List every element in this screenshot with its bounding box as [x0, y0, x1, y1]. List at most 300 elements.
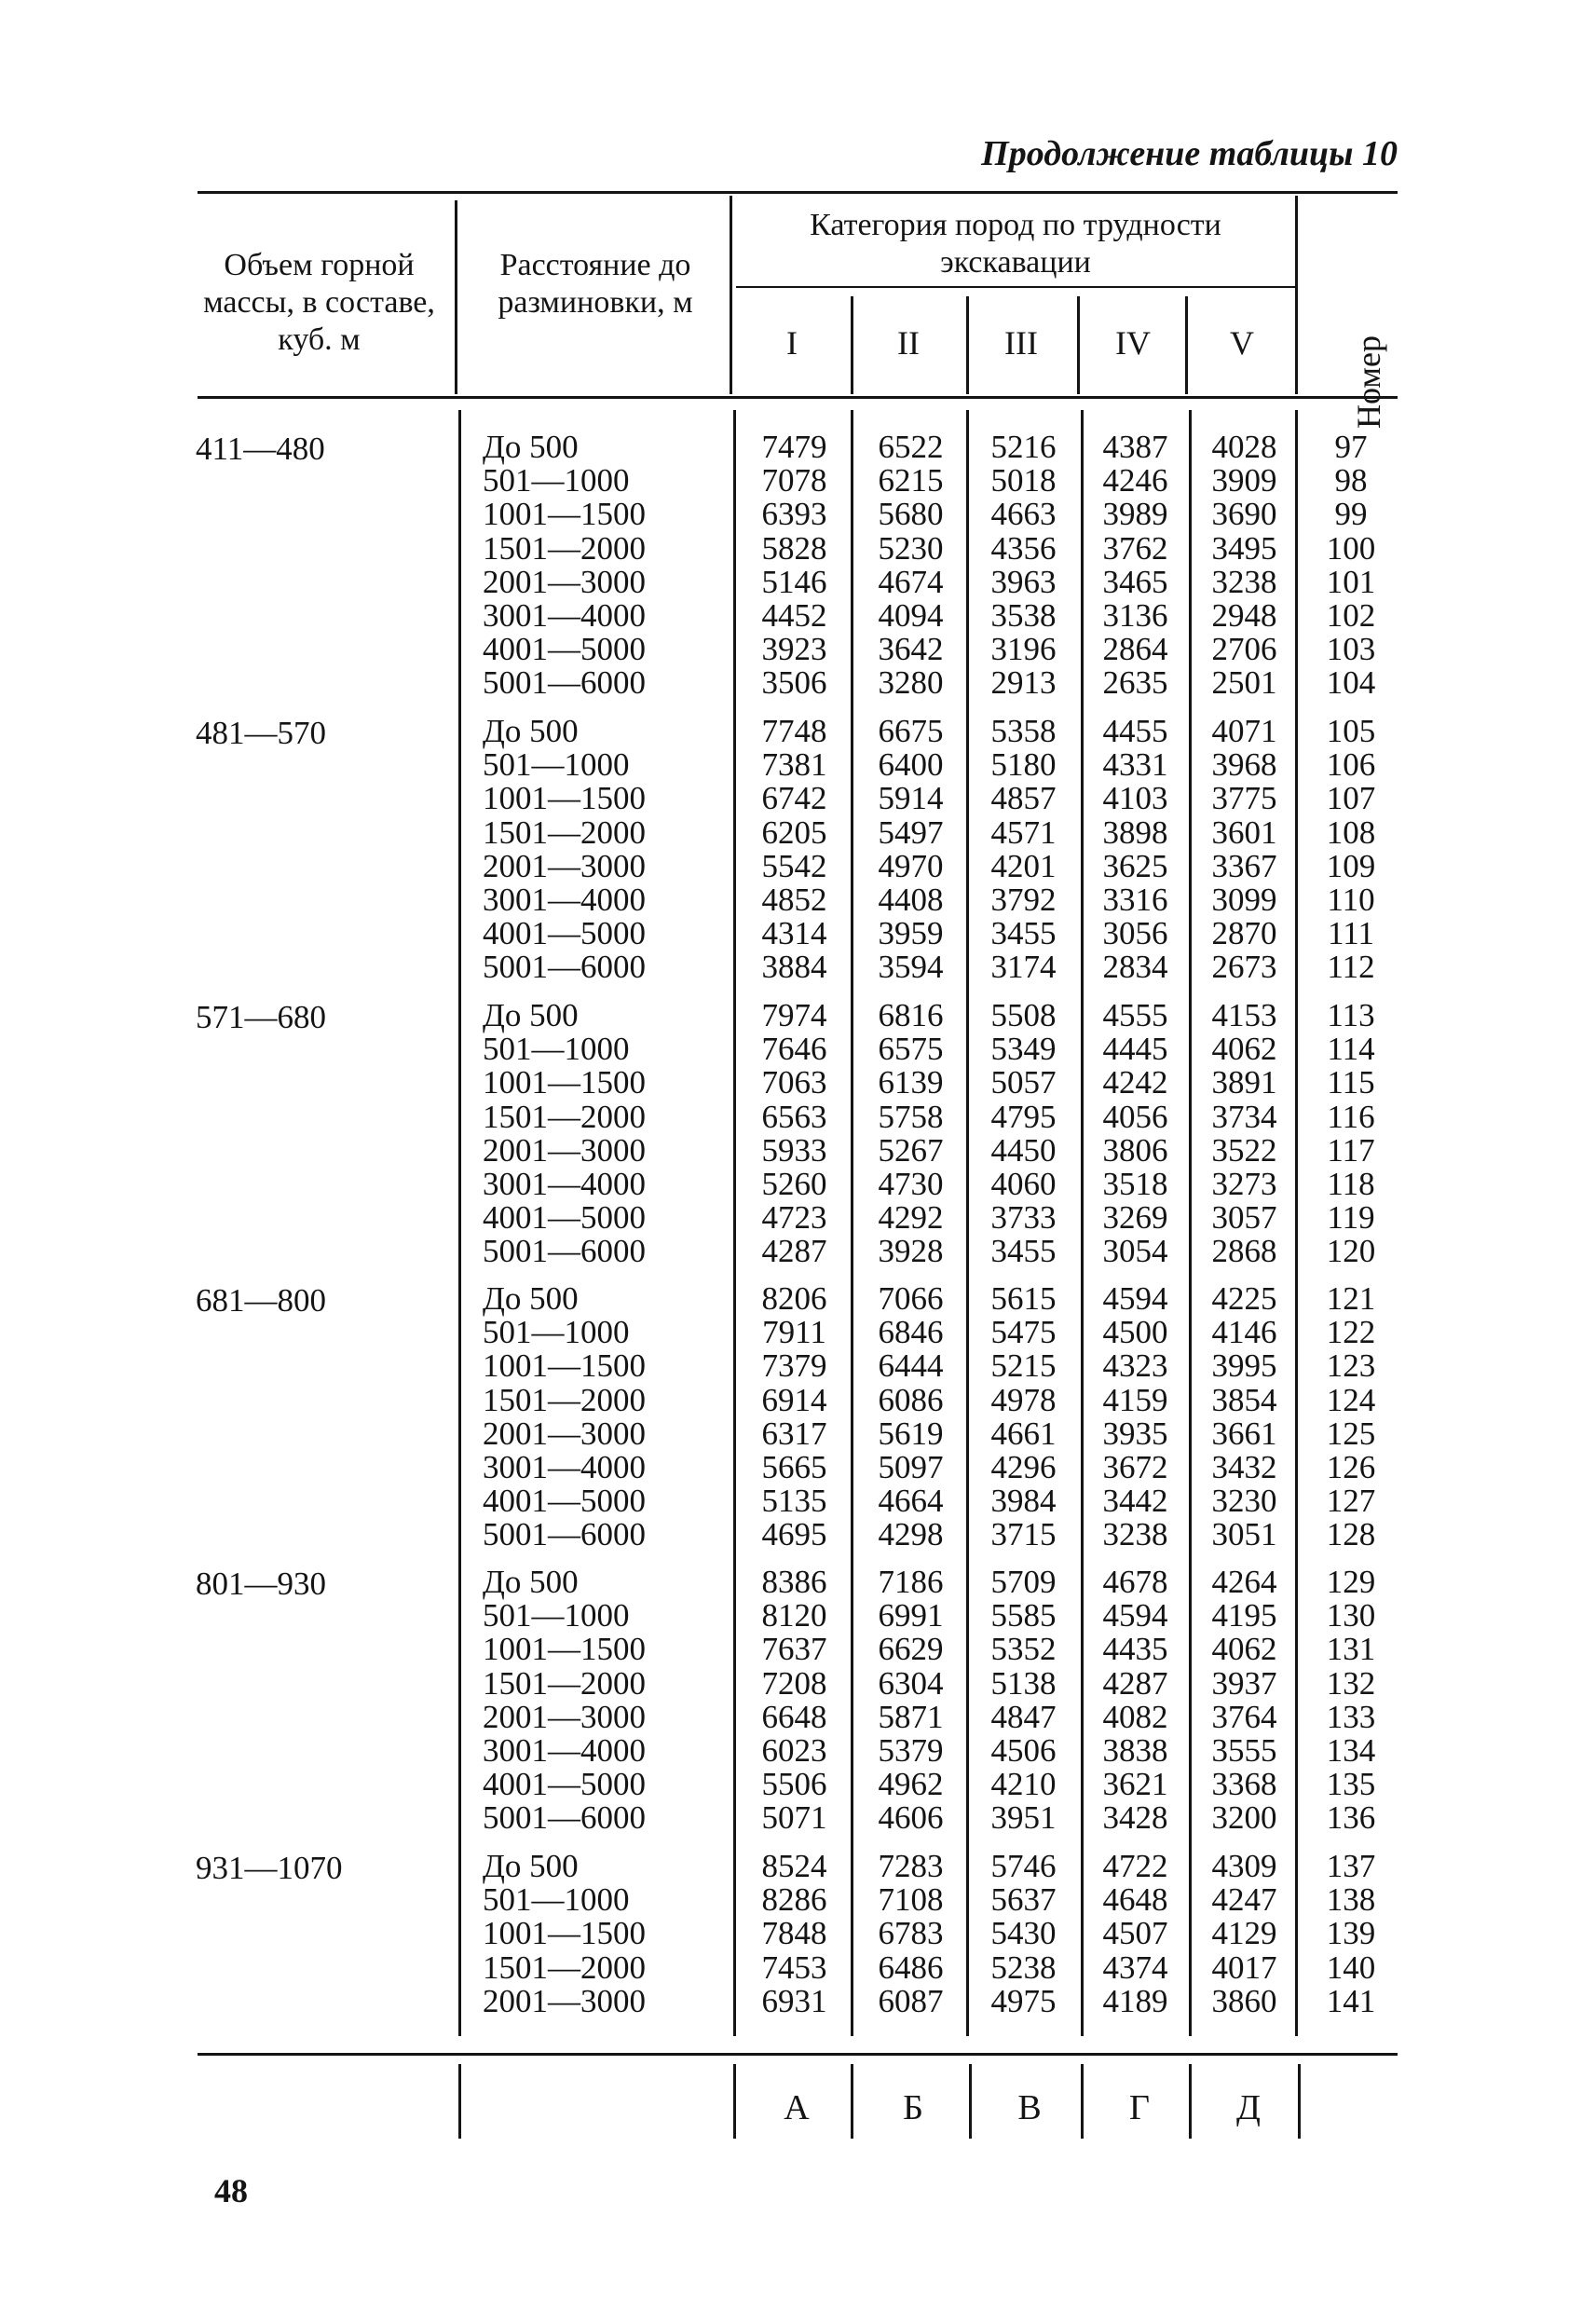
- header-number: Номер: [1350, 335, 1387, 430]
- value-cell: 3099: [1211, 882, 1277, 919]
- value-cell: 4060: [990, 1166, 1057, 1203]
- value-cell: 5238: [990, 1949, 1057, 1986]
- column-v: [1195, 999, 1293, 1269]
- value-cell: 3432: [1211, 1449, 1277, 1486]
- value-cell: 6563: [761, 1098, 827, 1135]
- value-cell: 3891: [1211, 1064, 1277, 1101]
- value-cell: 4225: [1211, 1280, 1277, 1317]
- value-cell: 3625: [1102, 847, 1168, 884]
- row-number-cell: 102: [1326, 597, 1376, 635]
- value-cell: 3775: [1211, 780, 1277, 817]
- value-cell: 4674: [878, 563, 944, 600]
- value-cell: 5138: [990, 1664, 1057, 1702]
- column-divider: [1295, 196, 1298, 394]
- value-cell: 8386: [761, 1564, 827, 1600]
- column-distances: [483, 1566, 716, 1836]
- column-divider: [733, 2064, 736, 2139]
- distance-cell: 2001—3000: [483, 1698, 646, 1735]
- value-cell: 8206: [761, 1280, 827, 1317]
- column-i: [745, 1850, 843, 2018]
- header-volume: Объем горной массы, в составе, куб. м: [203, 248, 435, 357]
- value-cell: 4722: [1102, 1848, 1168, 1884]
- value-cell: 3200: [1211, 1799, 1277, 1837]
- value-cell: 3642: [878, 631, 944, 668]
- row-number-cell: 114: [1327, 1031, 1375, 1068]
- value-cell: 4847: [990, 1698, 1057, 1735]
- row-number-cell: 131: [1326, 1631, 1376, 1668]
- value-cell: 3928: [878, 1233, 944, 1270]
- row-number-cell: 139: [1326, 1915, 1376, 1952]
- column-ii: [862, 999, 960, 1269]
- value-cell: 5057: [990, 1064, 1057, 1101]
- value-cell: 7646: [761, 1031, 827, 1068]
- column-distances: [483, 715, 716, 985]
- row-number-cell: 140: [1326, 1949, 1376, 1986]
- value-cell: 3923: [761, 631, 827, 668]
- value-cell: 5475: [990, 1314, 1057, 1351]
- value-cell: 3518: [1102, 1166, 1168, 1203]
- column-ii: [862, 1566, 960, 1836]
- value-cell: 6846: [878, 1314, 944, 1351]
- value-cell: 3951: [990, 1799, 1057, 1837]
- value-cell: 5542: [761, 847, 827, 884]
- value-cell: 4356: [990, 529, 1057, 567]
- value-cell: 2673: [1211, 949, 1277, 986]
- distance-cell: 3001—4000: [483, 1166, 646, 1203]
- value-cell: 4374: [1102, 1949, 1168, 1986]
- value-cell: 4962: [878, 1766, 944, 1803]
- value-cell: 4678: [1102, 1564, 1168, 1600]
- row-number-cell: 104: [1326, 664, 1376, 702]
- value-cell: 7208: [761, 1664, 827, 1702]
- value-cell: 5506: [761, 1766, 827, 1803]
- value-cell: 6393: [761, 496, 827, 533]
- value-cell: 4189: [1102, 1982, 1168, 2019]
- distance-cell: 3001—4000: [483, 1732, 646, 1770]
- value-cell: 4264: [1211, 1564, 1277, 1600]
- value-cell: 5379: [878, 1732, 944, 1770]
- value-cell: 6931: [761, 1982, 827, 2019]
- distance-cell: 2001—3000: [483, 1982, 646, 2019]
- value-cell: 3764: [1211, 1698, 1277, 1735]
- value-cell: 3057: [1211, 1199, 1277, 1237]
- value-cell: 5349: [990, 1031, 1057, 1068]
- column-distances: [483, 1850, 716, 2018]
- value-cell: 3734: [1211, 1098, 1277, 1135]
- column-divider: [851, 296, 853, 394]
- volume-range: 411—480: [196, 431, 325, 467]
- value-cell: 3174: [990, 949, 1057, 986]
- value-cell: 5828: [761, 529, 827, 567]
- value-cell: 4309: [1211, 1848, 1277, 1884]
- distance-cell: 1501—2000: [483, 1664, 646, 1702]
- value-cell: 5680: [878, 496, 944, 533]
- value-cell: 3909: [1211, 462, 1277, 499]
- row-number-cell: 105: [1326, 713, 1376, 749]
- distance-cell: 4001—5000: [483, 631, 646, 668]
- row-number-cell: 115: [1327, 1064, 1375, 1101]
- value-cell: 6400: [878, 746, 944, 784]
- value-cell: 4314: [761, 915, 827, 952]
- column-distances: [483, 431, 716, 701]
- distance-cell: 1001—1500: [483, 780, 646, 817]
- header-category-iv: IV: [1115, 324, 1151, 362]
- distance-cell: 2001—3000: [483, 563, 646, 600]
- distance-cell: 501—1000: [483, 462, 630, 499]
- value-cell: 5709: [990, 1564, 1057, 1600]
- value-cell: 4296: [990, 1449, 1057, 1486]
- column-iii: [975, 1566, 1072, 1836]
- value-cell: 6914: [761, 1381, 827, 1418]
- value-cell: 4062: [1211, 1031, 1277, 1068]
- row-number-cell: 112: [1327, 949, 1375, 986]
- value-cell: 7379: [761, 1347, 827, 1385]
- value-cell: 5071: [761, 1799, 827, 1837]
- body-bottom-rule: [198, 2053, 1398, 2056]
- value-cell: 4287: [1102, 1664, 1168, 1702]
- column-numbers: [1300, 1850, 1402, 2018]
- value-cell: 4247: [1211, 1881, 1277, 1919]
- value-cell: 3715: [990, 1516, 1057, 1553]
- value-cell: 6304: [878, 1664, 944, 1702]
- value-cell: 6205: [761, 814, 827, 851]
- value-cell: 3136: [1102, 597, 1168, 635]
- value-cell: 3506: [761, 664, 827, 702]
- value-cell: 3937: [1211, 1664, 1277, 1702]
- header-category: Категория пород по трудности экскавации: [810, 208, 1221, 280]
- header-bottom-rule: [198, 396, 1398, 399]
- value-cell: 2706: [1211, 631, 1277, 668]
- value-cell: 4450: [990, 1131, 1057, 1169]
- value-cell: 4129: [1211, 1915, 1277, 1952]
- value-cell: 7848: [761, 1915, 827, 1952]
- column-divider: [1189, 410, 1192, 2036]
- value-cell: 4056: [1102, 1098, 1168, 1135]
- column-divider: [1185, 296, 1188, 394]
- column-distances: [483, 1282, 716, 1552]
- value-cell: 6087: [878, 1982, 944, 2019]
- value-cell: 5933: [761, 1131, 827, 1169]
- column-v: [1195, 1566, 1293, 1836]
- value-cell: 4082: [1102, 1698, 1168, 1735]
- column-numbers: [1300, 1282, 1402, 1552]
- value-cell: 4062: [1211, 1631, 1277, 1668]
- table-caption: Продолжение таблицы 10: [981, 134, 1398, 173]
- row-number-cell: 116: [1327, 1098, 1375, 1135]
- value-cell: 3963: [990, 563, 1057, 600]
- value-cell: 5352: [990, 1631, 1057, 1668]
- volume-range: 931—1070: [196, 1850, 343, 1886]
- value-cell: 3051: [1211, 1516, 1277, 1553]
- value-cell: 5508: [990, 997, 1057, 1033]
- row-number-cell: 106: [1326, 746, 1376, 784]
- column-iii: [975, 431, 1072, 701]
- distance-cell: 4001—5000: [483, 915, 646, 952]
- row-number-cell: 117: [1327, 1131, 1375, 1169]
- value-cell: 3367: [1211, 847, 1277, 884]
- distance-cell: 2001—3000: [483, 1415, 646, 1452]
- value-cell: 5230: [878, 529, 944, 567]
- column-v: [1195, 715, 1293, 985]
- value-cell: 3672: [1102, 1449, 1168, 1486]
- distance-cell: До 500: [483, 713, 579, 749]
- distance-cell: 501—1000: [483, 1881, 630, 1919]
- value-cell: 3838: [1102, 1732, 1168, 1770]
- value-cell: 3056: [1102, 915, 1168, 952]
- value-cell: 4555: [1102, 997, 1168, 1033]
- footer-letter-g: Г: [1129, 2088, 1150, 2127]
- footer-letter-b: Б: [903, 2088, 923, 2127]
- row-number-cell: 123: [1326, 1347, 1376, 1385]
- row-number-cell: 129: [1326, 1564, 1376, 1600]
- distance-cell: 1501—2000: [483, 1098, 646, 1135]
- header-category-v: V: [1230, 324, 1254, 362]
- column-iv: [1086, 431, 1184, 701]
- value-cell: 4795: [990, 1098, 1057, 1135]
- value-cell: 6675: [878, 713, 944, 749]
- value-cell: 4071: [1211, 713, 1277, 749]
- value-cell: 4648: [1102, 1881, 1168, 1919]
- value-cell: 3538: [990, 597, 1057, 635]
- column-iii: [975, 1850, 1072, 2018]
- value-cell: 6629: [878, 1631, 944, 1668]
- column-iv: [1086, 1282, 1184, 1552]
- distance-cell: 1001—1500: [483, 1347, 646, 1385]
- row-number-cell: 141: [1326, 1982, 1376, 2019]
- value-cell: 4159: [1102, 1381, 1168, 1418]
- value-cell: 3762: [1102, 529, 1168, 567]
- value-cell: 3884: [761, 949, 827, 986]
- value-cell: 4017: [1211, 1949, 1277, 1986]
- row-number-cell: 135: [1326, 1766, 1376, 1803]
- value-cell: 3959: [878, 915, 944, 952]
- value-cell: 5665: [761, 1449, 827, 1486]
- distance-cell: 4001—5000: [483, 1766, 646, 1803]
- value-cell: 3495: [1211, 529, 1277, 567]
- value-cell: 6783: [878, 1915, 944, 1952]
- value-cell: 4506: [990, 1732, 1057, 1770]
- value-cell: 6575: [878, 1031, 944, 1068]
- value-cell: 3455: [990, 915, 1057, 952]
- value-cell: 2870: [1211, 915, 1277, 952]
- value-cell: 5215: [990, 1347, 1057, 1385]
- column-iv: [1086, 715, 1184, 985]
- value-cell: 4387: [1102, 429, 1168, 465]
- row-number-cell: 119: [1327, 1199, 1375, 1237]
- value-cell: 5637: [990, 1881, 1057, 1919]
- value-cell: 3280: [878, 664, 944, 702]
- value-cell: 6139: [878, 1064, 944, 1101]
- value-cell: 4975: [990, 1982, 1057, 2019]
- row-number-cell: 103: [1326, 631, 1376, 668]
- row-number-cell: 134: [1326, 1732, 1376, 1770]
- value-cell: 3555: [1211, 1732, 1277, 1770]
- row-number-cell: 127: [1326, 1483, 1376, 1520]
- value-cell: 4452: [761, 597, 827, 635]
- value-cell: 4978: [990, 1381, 1057, 1418]
- row-number-cell: 98: [1334, 462, 1368, 499]
- distance-cell: 4001—5000: [483, 1483, 646, 1520]
- distance-cell: 1001—1500: [483, 1064, 646, 1101]
- value-cell: 4292: [878, 1199, 944, 1237]
- value-cell: 7748: [761, 713, 827, 749]
- value-cell: 6522: [878, 429, 944, 465]
- value-cell: 4606: [878, 1799, 944, 1837]
- value-cell: 5871: [878, 1698, 944, 1735]
- value-cell: 4571: [990, 814, 1057, 851]
- column-divider: [455, 200, 457, 394]
- row-number-cell: 126: [1326, 1449, 1376, 1486]
- value-cell: 3854: [1211, 1381, 1277, 1418]
- distance-cell: 5001—6000: [483, 949, 646, 986]
- volume-range: 481—570: [196, 715, 326, 751]
- value-cell: 4730: [878, 1166, 944, 1203]
- value-cell: 4323: [1102, 1347, 1168, 1385]
- row-number-cell: 138: [1326, 1881, 1376, 1919]
- value-cell: 7974: [761, 997, 827, 1033]
- value-cell: 5914: [878, 780, 944, 817]
- distance-cell: 1501—2000: [483, 814, 646, 851]
- value-cell: 2868: [1211, 1233, 1277, 1270]
- column-i: [745, 999, 843, 1269]
- column-divider: [851, 2064, 853, 2139]
- distance-cell: 1501—2000: [483, 1381, 646, 1418]
- volume-range: 801—930: [196, 1566, 326, 1602]
- column-ii: [862, 715, 960, 985]
- value-cell: 5585: [990, 1597, 1057, 1634]
- value-cell: 6486: [878, 1949, 944, 1986]
- value-cell: 4201: [990, 847, 1057, 884]
- value-cell: 4287: [761, 1233, 827, 1270]
- value-cell: 2834: [1102, 949, 1168, 986]
- value-cell: 3995: [1211, 1347, 1277, 1385]
- value-cell: 3054: [1102, 1233, 1168, 1270]
- value-cell: 5018: [990, 462, 1057, 499]
- value-cell: 8120: [761, 1597, 827, 1634]
- column-divider: [733, 410, 736, 2036]
- column-divider: [458, 2064, 461, 2139]
- row-number-cell: 107: [1326, 780, 1376, 817]
- distance-cell: 1501—2000: [483, 529, 646, 567]
- value-cell: 5758: [878, 1098, 944, 1135]
- row-number-cell: 121: [1326, 1280, 1376, 1317]
- value-cell: 4663: [990, 496, 1057, 533]
- value-cell: 4507: [1102, 1915, 1168, 1952]
- distance-cell: До 500: [483, 1848, 579, 1884]
- row-number-cell: 99: [1334, 496, 1368, 533]
- value-cell: 3238: [1102, 1516, 1168, 1553]
- distance-cell: 3001—4000: [483, 1449, 646, 1486]
- row-number-cell: 132: [1326, 1664, 1376, 1702]
- value-cell: 4970: [878, 847, 944, 884]
- value-cell: 4664: [878, 1483, 944, 1520]
- value-cell: 5619: [878, 1415, 944, 1452]
- value-cell: 4094: [878, 597, 944, 635]
- row-number-cell: 101: [1326, 563, 1376, 600]
- column-ii: [862, 1282, 960, 1552]
- value-cell: 4857: [990, 780, 1057, 817]
- value-cell: 3621: [1102, 1766, 1168, 1803]
- value-cell: 5180: [990, 746, 1057, 784]
- distance-cell: До 500: [483, 1564, 579, 1600]
- value-cell: 7911: [762, 1314, 826, 1351]
- row-number-cell: 120: [1326, 1233, 1376, 1270]
- column-divider: [966, 410, 969, 2036]
- value-cell: 4661: [990, 1415, 1057, 1452]
- row-number-cell: 130: [1326, 1597, 1376, 1634]
- column-divider: [458, 410, 461, 2036]
- value-cell: 4408: [878, 882, 944, 919]
- value-cell: 2948: [1211, 597, 1277, 635]
- row-number-cell: 124: [1326, 1381, 1376, 1418]
- value-cell: 3269: [1102, 1199, 1168, 1237]
- column-i: [745, 715, 843, 985]
- column-iii: [975, 1282, 1072, 1552]
- value-cell: 4852: [761, 882, 827, 919]
- value-cell: 6317: [761, 1415, 827, 1452]
- column-iv: [1086, 1566, 1184, 1836]
- value-cell: 2635: [1102, 664, 1168, 702]
- column-divider: [1081, 410, 1084, 2036]
- column-numbers: [1300, 715, 1402, 985]
- value-cell: 3968: [1211, 746, 1277, 784]
- value-cell: 2864: [1102, 631, 1168, 668]
- value-cell: 3316: [1102, 882, 1168, 919]
- value-cell: 4103: [1102, 780, 1168, 817]
- value-cell: 6742: [761, 780, 827, 817]
- distance-cell: 1501—2000: [483, 1949, 646, 1986]
- column-ii: [862, 1850, 960, 2018]
- value-cell: 4242: [1102, 1064, 1168, 1101]
- row-number-cell: 111: [1328, 915, 1374, 952]
- column-numbers: [1300, 1566, 1402, 1836]
- value-cell: 3442: [1102, 1483, 1168, 1520]
- column-i: [745, 431, 843, 701]
- value-cell: 3860: [1211, 1982, 1277, 2019]
- column-i: [745, 1282, 843, 1552]
- column-divider: [966, 296, 969, 394]
- column-iii: [975, 715, 1072, 985]
- value-cell: 8286: [761, 1881, 827, 1919]
- column-divider: [1077, 296, 1080, 394]
- value-cell: 2501: [1211, 664, 1277, 702]
- page-number: 48: [214, 2172, 248, 2209]
- value-cell: 3989: [1102, 496, 1168, 533]
- column-divider: [1081, 2064, 1084, 2139]
- value-cell: 7186: [878, 1564, 944, 1600]
- value-cell: 3661: [1211, 1415, 1277, 1452]
- value-cell: 5146: [761, 563, 827, 600]
- distance-cell: 3001—4000: [483, 882, 646, 919]
- column-i: [745, 1566, 843, 1836]
- value-cell: 4695: [761, 1516, 827, 1553]
- distance-cell: 2001—3000: [483, 1131, 646, 1169]
- value-cell: 4435: [1102, 1631, 1168, 1668]
- value-cell: 5430: [990, 1915, 1057, 1952]
- value-cell: 2913: [990, 664, 1057, 702]
- row-number-cell: 133: [1326, 1698, 1376, 1735]
- value-cell: 3792: [990, 882, 1057, 919]
- value-cell: 3238: [1211, 563, 1277, 600]
- value-cell: 3594: [878, 949, 944, 986]
- value-cell: 7479: [761, 429, 827, 465]
- value-cell: 3196: [990, 631, 1057, 668]
- value-cell: 7381: [761, 746, 827, 784]
- value-cell: 7066: [878, 1280, 944, 1317]
- value-cell: 7283: [878, 1848, 944, 1884]
- distance-cell: 501—1000: [483, 1314, 630, 1351]
- value-cell: 7637: [761, 1631, 827, 1668]
